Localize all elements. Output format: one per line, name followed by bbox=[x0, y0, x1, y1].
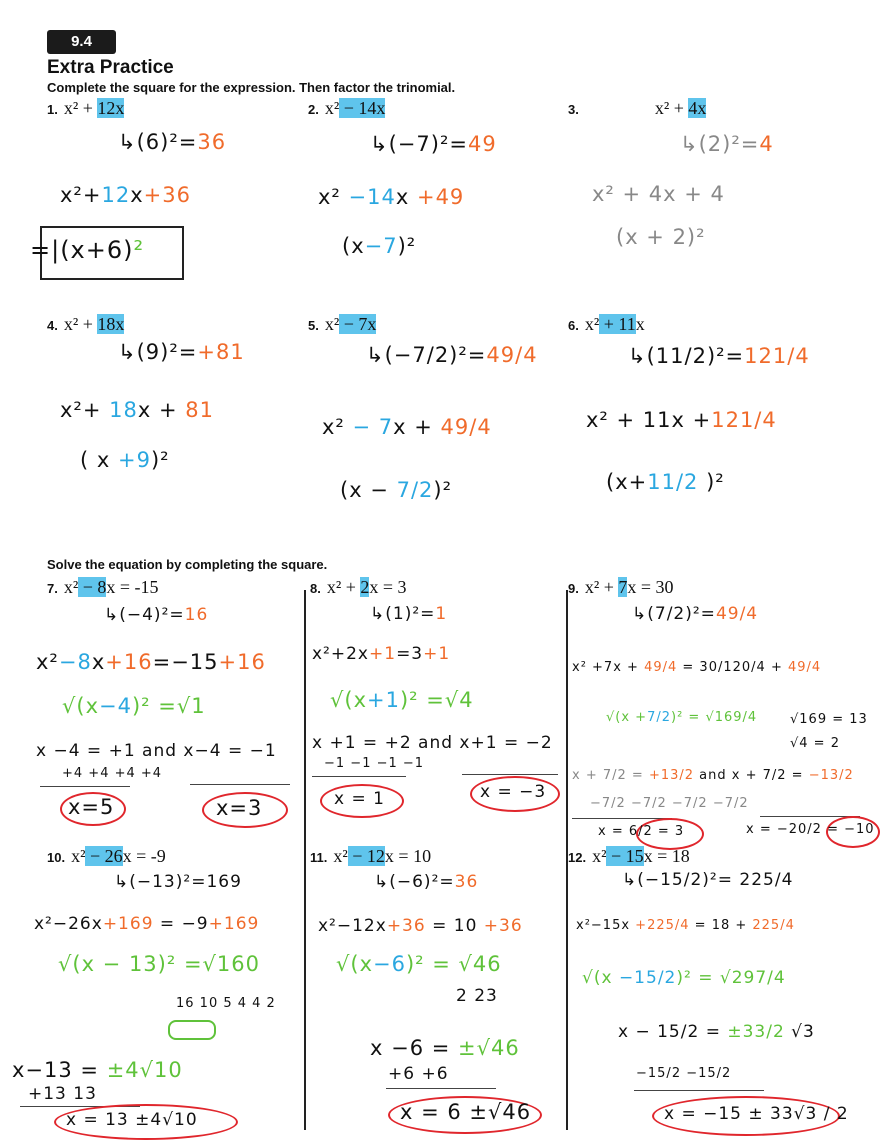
problem-8: 8. x² + 2x = 3 bbox=[310, 577, 407, 597]
problem-9: 9. x² + 7x = 30 bbox=[568, 577, 674, 597]
work-11-step4: x −6 = ±√46 bbox=[370, 1036, 520, 1060]
work-4-step1: ↳(9)²=+81 bbox=[118, 340, 245, 364]
work-8-step2: x²+2x+1=3+1 bbox=[312, 644, 451, 664]
section-badge: 9.4 bbox=[47, 30, 116, 54]
work-7-step3: √(x−4)² =√1 bbox=[62, 694, 206, 718]
instruction-solve: Solve the equation by completing the square. bbox=[47, 557, 328, 572]
answer-8a: x = 1 bbox=[334, 789, 385, 809]
work-10-step1: ↳(−13)²=169 bbox=[114, 872, 242, 892]
work-12-step2: x²−15x +225/4 = 18 + 225/4 bbox=[576, 918, 795, 933]
work-9-step2: x² +7x + 49/4 = 30/120/4 + 49/4 bbox=[572, 660, 822, 675]
work-5-step1: ↳(−7/2)²=49/4 bbox=[366, 343, 538, 367]
work-9-step1: ↳(7/2)²=49/4 bbox=[632, 604, 759, 624]
work-9-sqrt169: √169 = 13 bbox=[790, 712, 868, 727]
instruction-complete-square: Complete the square for the expression. Then factor the trinomial. bbox=[47, 80, 456, 95]
work-10-step5: +13 13 bbox=[28, 1084, 97, 1104]
work-4-step2: x²+ 18x + 81 bbox=[60, 398, 214, 422]
work-3-step1: ↳(2)²=4 bbox=[680, 132, 774, 156]
divider-left bbox=[304, 590, 306, 1130]
work-8-step3: √(x+1)² =√4 bbox=[330, 688, 474, 712]
answer-1: =|(x+6)² bbox=[30, 236, 145, 264]
answer-2: (x−7)² bbox=[342, 234, 417, 258]
problem-5: 5. x² − 7x bbox=[308, 314, 377, 334]
page-title: Extra Practice bbox=[47, 57, 174, 78]
rule-11 bbox=[386, 1088, 496, 1089]
problem-7: 7. x² − 8x = -15 bbox=[47, 577, 159, 597]
work-10-factor-tree: 16 10 5 4 4 2 bbox=[176, 996, 276, 1011]
problem-3: 3. x² + 4x bbox=[568, 98, 707, 118]
work-11-step1: ↳(−6)²=36 bbox=[374, 872, 479, 892]
work-11-step5: +6 +6 bbox=[388, 1064, 449, 1084]
work-9-step4: x + 7/2 = +13/2 and x + 7/2 = −13/2 bbox=[572, 768, 854, 783]
work-12-step4: x − 15/2 = ±33/2 √3 bbox=[618, 1022, 815, 1042]
work-12-step1: ↳(−15/2)²= 225/4 bbox=[622, 870, 794, 890]
factor-pair-box-10 bbox=[168, 1020, 216, 1040]
work-11-step2: x²−12x+36 = 10 +36 bbox=[318, 916, 523, 936]
work-11-step3: √(x−6)² = √46 bbox=[336, 952, 502, 976]
rule-8a bbox=[312, 776, 406, 777]
work-9-sqrt4: √4 = 2 bbox=[790, 736, 840, 751]
work-10-step3: √(x − 13)² =√160 bbox=[58, 952, 261, 976]
answer-9a: x = 6/2 = 3 bbox=[598, 824, 685, 839]
work-11-factor-tree: 2 23 bbox=[456, 986, 498, 1006]
problem-2: 2. x² − 14x bbox=[308, 98, 386, 118]
problem-6: 6. x² + 11x bbox=[568, 314, 645, 334]
work-2-step2: x² −14x +49 bbox=[318, 185, 465, 209]
answer-7b: x=3 bbox=[216, 796, 263, 820]
problem-12: 12. x² − 15x = 18 bbox=[568, 846, 690, 866]
work-7-step1: ↳(−4)²=16 bbox=[104, 605, 209, 625]
work-3-step2: x² + 4x + 4 bbox=[592, 182, 725, 206]
work-7-step2: x²−8x+16=−15+16 bbox=[36, 650, 266, 674]
answer-6: (x+11/2 )² bbox=[606, 470, 725, 494]
work-8-step5: −1 −1 −1 −1 bbox=[324, 756, 425, 771]
work-7-step4: x −4 = +1 and x−4 = −1 bbox=[36, 741, 277, 761]
work-1-step1: ↳(6)²=36 bbox=[118, 130, 227, 154]
answer-8b: x = −3 bbox=[480, 782, 547, 802]
work-9-step5: −7/2 −7/2 −7/2 −7/2 bbox=[590, 796, 749, 811]
answer-9b: x = −20/2 = −10 bbox=[746, 822, 875, 837]
work-12-step3: √(x −15/2)² = √297/4 bbox=[582, 968, 786, 988]
answer-12: x = −15 ± 33√3 / 2 bbox=[664, 1104, 849, 1124]
answer-11: x = 6 ±√46 bbox=[400, 1100, 532, 1124]
work-7-step5: +4 +4 +4 +4 bbox=[62, 766, 163, 781]
work-6-step2: x² + 11x +121/4 bbox=[586, 408, 777, 432]
rule-12 bbox=[634, 1090, 764, 1091]
work-12-step5: −15/2 −15/2 bbox=[636, 1066, 732, 1081]
problem-11: 11. x² − 12x = 10 bbox=[310, 846, 432, 866]
work-2-step1: ↳(−7)²=49 bbox=[370, 132, 497, 156]
work-10-step2: x²−26x+169 = −9+169 bbox=[34, 914, 260, 934]
answer-7a: x=5 bbox=[68, 795, 115, 819]
answer-3: (x + 2)² bbox=[616, 225, 706, 249]
answer-4: ( x +9)² bbox=[80, 448, 170, 472]
work-5-step2: x² − 7x + 49/4 bbox=[322, 415, 492, 439]
work-1-step2: x²+12x+36 bbox=[60, 183, 191, 207]
rule-7a bbox=[40, 786, 130, 787]
problem-1: 1. x² + 12x bbox=[47, 98, 125, 118]
work-8-step1: ↳(1)²=1 bbox=[370, 604, 448, 624]
work-8-step4: x +1 = +2 and x+1 = −2 bbox=[312, 733, 553, 753]
work-6-step1: ↳(11/2)²=121/4 bbox=[628, 344, 810, 368]
answer-10: x = 13 ±4√10 bbox=[66, 1110, 198, 1130]
problem-10: 10. x² − 26x = -9 bbox=[47, 846, 166, 866]
answer-5: (x − 7/2)² bbox=[340, 478, 452, 502]
rule-8b bbox=[462, 774, 558, 775]
problem-4: 4. x² + 18x bbox=[47, 314, 125, 334]
work-9-step3: √(x +7/2)² = √169/4 bbox=[606, 710, 758, 725]
work-10-step4: x−13 = ±4√10 bbox=[12, 1058, 183, 1082]
rule-7b bbox=[190, 784, 290, 785]
